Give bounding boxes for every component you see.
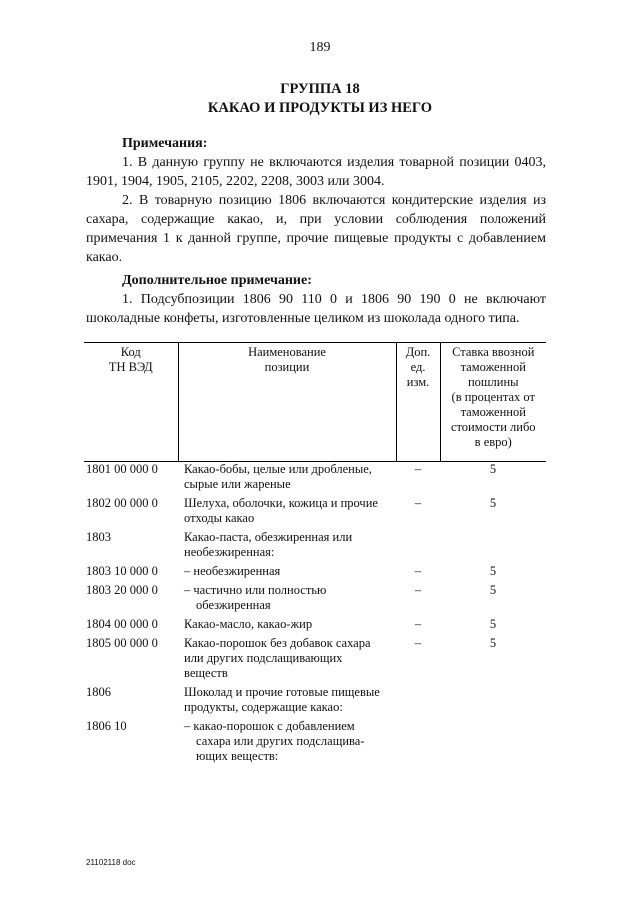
row-code: 1803 20 000 0 (86, 583, 158, 597)
row-unit: – (414, 617, 422, 631)
header-line: таможенной (460, 405, 526, 419)
row-name (178, 462, 396, 493)
row-unit: – (414, 636, 422, 650)
row-name (178, 526, 396, 560)
page-number: 189 (309, 40, 331, 55)
row-name-line: Шоколад и прочие готовые пищевые (184, 685, 380, 699)
row-rate (440, 681, 546, 715)
row-name-line: продукты, содержащие какао: (184, 700, 343, 714)
table-row (84, 492, 546, 526)
row-name (178, 681, 396, 715)
row-unit (396, 681, 440, 715)
table-row (84, 560, 546, 579)
row-name-line: Какао-масло, какао-жир (184, 617, 313, 631)
table-row (84, 715, 546, 764)
row-name-line: сырые или жареные (184, 477, 291, 491)
header-line: Наименование (248, 345, 326, 359)
header-code (84, 343, 178, 462)
row-name (178, 715, 396, 764)
group-title (0, 80, 640, 118)
additional-notes-heading: Дополнительное примечание: (122, 273, 312, 288)
row-name-line: Какао-бобы, целые или дробленые, (184, 462, 372, 476)
row-name-line: – какао-порошок с добавлением (184, 719, 355, 733)
note-2: 2. В товарную позицию 1806 включаются кондитерские изделия из сахара, содержащие какао, и, при условии соблюдения положений примечания 1 к данной группе, прочие пищевые продукты с добавлением какао. (86, 193, 546, 265)
row-rate: 5 (489, 583, 497, 597)
row-unit: – (414, 496, 422, 510)
row-name (178, 560, 396, 579)
row-code: 1805 00 000 0 (86, 636, 158, 650)
header-name (178, 343, 396, 462)
row-rate: 5 (489, 636, 497, 650)
row-rate: 5 (489, 496, 497, 510)
notes-heading: Примечания: (122, 136, 208, 151)
row-rate (440, 715, 546, 764)
row-code: 1804 00 000 0 (86, 617, 158, 631)
table-row (84, 613, 546, 632)
header-line: ед. (410, 360, 426, 374)
header-line: Ставка ввозной (452, 345, 535, 359)
row-name-line: необезжиренная: (184, 545, 275, 559)
row-unit: – (414, 462, 422, 476)
row-name (178, 492, 396, 526)
row-name-line: сахара или других подслащива- (196, 734, 365, 748)
row-name-line: Какао-порошок без добавок сахара (184, 636, 371, 650)
table-row (84, 579, 546, 613)
notes-section (86, 134, 546, 328)
row-unit (396, 526, 440, 560)
row-name-line: – частично или полностью (184, 583, 327, 597)
table-row (84, 462, 546, 493)
row-name-line: обезжиренная (196, 598, 271, 612)
group-number: ГРУППА 18 (280, 81, 360, 97)
row-name (178, 579, 396, 613)
row-name (178, 613, 396, 632)
table-body (84, 462, 546, 765)
note-1: 1. В данную группу не включаются изделия товарной позиции 0403, 1901, 1904, 1905, 2105, 2202, 2208, 3003 или 3004. (86, 155, 546, 189)
header-line: Доп. (405, 345, 431, 359)
header-line: стоимости либо (450, 420, 536, 434)
row-unit (396, 715, 440, 764)
row-rate: 5 (489, 462, 497, 476)
header-line: ТН ВЭД (108, 360, 153, 374)
row-code: 1806 (86, 685, 111, 699)
row-rate: 5 (489, 617, 497, 631)
row-name-line: – необезжиренная (184, 564, 281, 578)
table-row (84, 632, 546, 681)
row-code: 1802 00 000 0 (86, 496, 158, 510)
row-name-line: или других подслащивающих (184, 651, 343, 665)
row-unit: – (414, 583, 422, 597)
header-unit (396, 343, 440, 462)
table-header (84, 343, 546, 462)
header-line: позиции (264, 360, 310, 374)
header-line: пошлины (467, 375, 519, 389)
row-code: 1803 (86, 530, 111, 544)
header-line: (в процентах от (451, 390, 535, 404)
header-line: изм. (406, 375, 430, 389)
table-row (84, 526, 546, 560)
header-line: таможенной (460, 360, 526, 374)
tariff-table (84, 342, 546, 764)
row-name-line: ющих веществ: (196, 749, 279, 763)
row-name-line: веществ (184, 666, 228, 680)
row-code: 1803 10 000 0 (86, 564, 158, 578)
group-name: КАКАО И ПРОДУКТЫ ИЗ НЕГО (207, 100, 433, 116)
table-row (84, 681, 546, 715)
additional-note-1: 1. Подсубпозиции 1806 90 110 0 и 1806 90 190 0 не включают шоколадные конфеты, изготовленные целиком из шоколада одного типа. (86, 292, 546, 326)
row-rate: 5 (489, 564, 497, 578)
row-name-line: Какао-паста, обезжиренная или (184, 530, 353, 544)
row-name-line: Шелуха, оболочки, кожица и прочие (184, 496, 378, 510)
row-unit: – (414, 564, 422, 578)
header-line: в евро) (474, 435, 512, 449)
row-name-line: отходы какао (184, 511, 255, 525)
row-rate (440, 526, 546, 560)
row-name (178, 632, 396, 681)
header-line: Код (120, 345, 141, 359)
document-id: 21102118 doc (86, 858, 136, 867)
row-code: 1806 10 (86, 719, 127, 733)
header-rate (440, 343, 546, 462)
row-code: 1801 00 000 0 (86, 462, 158, 476)
